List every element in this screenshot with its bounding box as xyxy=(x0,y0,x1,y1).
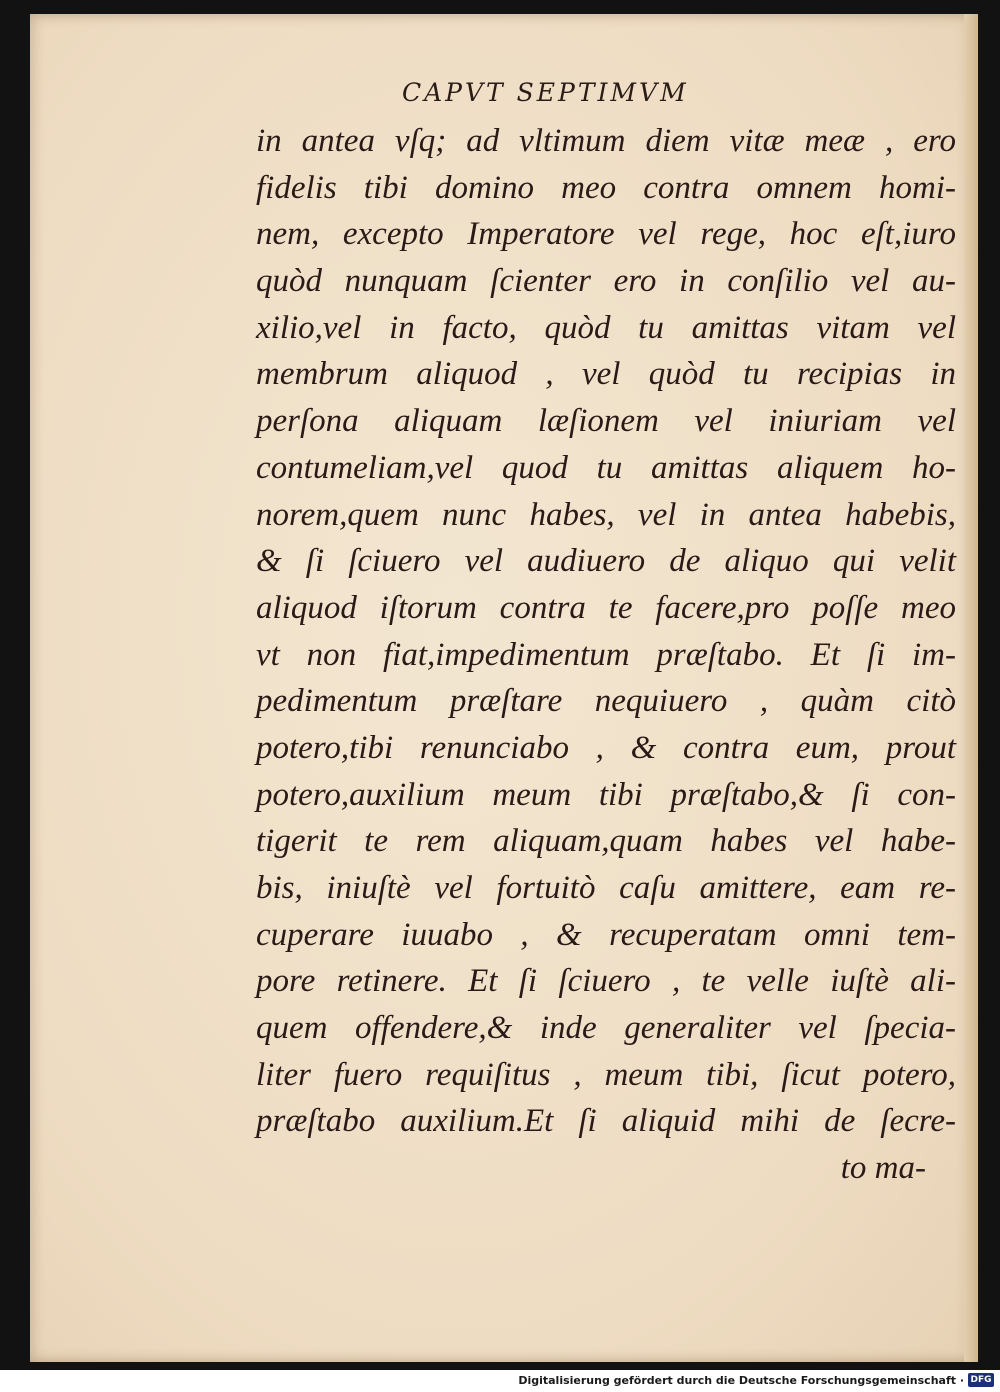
text-line: xilio,vel in facto, quòd tu amittas vitam vel xyxy=(256,309,956,346)
text-line: bis, iniuſtè vel fortuitò caſu amittere, eam re- xyxy=(256,870,956,906)
text-line: aliquod iſtorum contra te facere,pro poſſe meo xyxy=(256,589,956,626)
text-line: cuperare iuuabo , & recuperatam omni tem- xyxy=(256,916,956,953)
text-line: quem offendere,& inde generaliter vel ſpecia- xyxy=(256,1010,956,1047)
text-line: præſtabo auxilium.Et ſi aliquid mihi de ſecre- xyxy=(256,1103,956,1140)
text-line: pore retinere. Et ſi ſciuero , te velle iuſtè ali- xyxy=(256,963,956,1000)
text-line: liter fuero requiſitus , meum tibi, ſicut potero, xyxy=(256,1056,956,1093)
text-block xyxy=(256,118,956,1192)
text-line: contumeliam,vel quod tu amittas aliquem ho- xyxy=(256,449,956,486)
text-line: in antea vſq; ad vltimum diem vitæ meæ , ero xyxy=(256,123,956,159)
funding-credit: Digitalisierung gefördert durch die Deutsche Forschungsgemeinschaft · xyxy=(518,1374,964,1387)
text-line: potero,auxilium meum tibi præſtabo,& ſi con- xyxy=(256,776,956,813)
book-page xyxy=(30,14,978,1362)
text-line: pedimentum præſtare nequiuero , quàm citò xyxy=(256,683,956,720)
text-line: membrum aliquod , vel quòd tu recipias in xyxy=(256,356,956,393)
footer-bar xyxy=(0,1370,1000,1392)
text-line: nem, excepto Imperatore vel rege, hoc eſt,iuro xyxy=(256,216,956,253)
text-line: perſona aliquam læſionem vel iniuriam vel xyxy=(256,403,956,440)
catchword-line: to ma- xyxy=(840,1150,926,1187)
text-line: norem,quem nunc habes, vel in antea habebis, xyxy=(256,496,956,533)
text-line: tigerit te rem aliquam,quam habes vel habe- xyxy=(256,823,956,860)
running-head: CAPVT SEPTIMVM xyxy=(402,78,689,107)
page-edge xyxy=(964,14,978,1362)
text-line: fidelis tibi domino meo contra omnem homi- xyxy=(256,169,956,206)
dfg-logo-icon: DFG xyxy=(968,1373,994,1387)
text-line: & ſi ſciuero vel audiuero de aliquo qui velit xyxy=(256,543,956,580)
text-line: quòd nunquam ſcienter ero in conſilio vel au- xyxy=(256,263,956,300)
text-line: potero,tibi renunciabo , & contra eum, prout xyxy=(256,729,956,766)
text-line: vt non fiat,impedimentum præſtabo. Et ſi im- xyxy=(256,636,956,673)
